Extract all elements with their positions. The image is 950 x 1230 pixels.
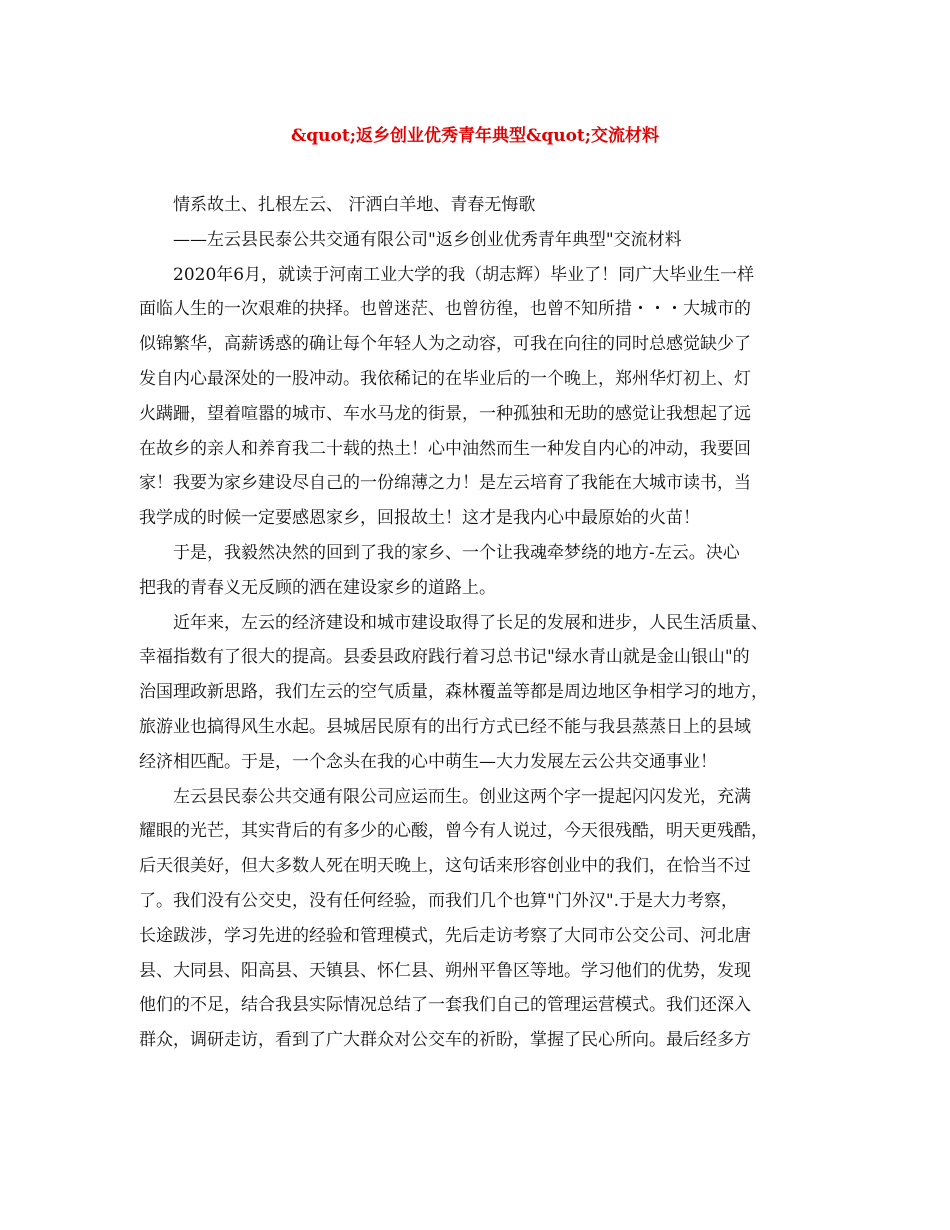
- paragraph-line: 面临人生的一次艰难的抉择。也曾迷茫、也曾彷徨，也曾不知所措・・・大城市的: [139, 299, 751, 320]
- subtitle-line: 情系故土、扎根左云、 汗洒白羊地、青春无悔歌: [173, 195, 536, 215]
- paragraph-line: 火蹒跚，望着喧嚣的城市、车水马龙的街景，一种孤独和无助的感觉让我想起了远: [139, 403, 751, 424]
- paragraph-line: 左云县民泰公共交通有限公司应运而生。创业这两个字一提起闪闪发光，充满: [173, 786, 751, 807]
- paragraph-line: 把我的青春义无反顾的洒在建设家乡的道路上。: [139, 577, 496, 598]
- document-body: [139, 188, 829, 1058]
- paragraph-line: 旅游业也搞得风生水起。县城居民原有的出行方式已经不能与我县蒸蒸日上的县域: [139, 716, 751, 737]
- subtitle-line: ——左云县民泰公共交通有限公司"返乡创业优秀青年典型"交流材料: [173, 229, 682, 250]
- paragraph-line: 耀眼的光芒，其实背后的有多少的心酸，曾今有人说过，今天很残酷，明天更残酷，: [139, 821, 768, 842]
- paragraph-line: 近年来，左云的经济建设和城市建设取得了长足的发展和进步，人民生活质量、: [173, 612, 768, 633]
- paragraph-line: 在故乡的亲人和养育我二十载的热土！心中油然而生一种发自内心的冲动，我要回: [139, 438, 751, 459]
- paragraph-line: 群众，调研走访，看到了广大群众对公交车的祈盼，掌握了民心所向。最后经多方: [139, 1030, 751, 1051]
- paragraph-line: 我学成的时候一定要感恩家乡，回报故土！这才是我内心中最原始的火苗！: [139, 508, 700, 529]
- paragraph-line: 县、大同县、阳高县、天镇县、怀仁县、朔州平鲁区等地。学习他们的优势，发现: [139, 960, 751, 981]
- paragraph-line: 发自内心最深处的一股冲动。我依稀记的在毕业后的一个晚上，郑州华灯初上、灯: [139, 368, 751, 389]
- paragraph-line: 于是，我毅然决然的回到了我的家乡、一个让我魂牵梦绕的地方-左云。决心: [173, 542, 740, 563]
- paragraph-line: 他们的不足，结合我县实际情况总结了一套我们自己的管理运营模式。我们还深入: [139, 995, 751, 1016]
- paragraph-line: 长途跋涉，学习先进的经验和管理模式，先后走访考察了大同市公交公司、河北唐: [139, 925, 751, 946]
- paragraph-line: 似锦繁华，高薪诱惑的确让每个年轻人为之动容，可我在向往的同时总感觉缺少了: [139, 334, 751, 355]
- paragraph-line: 了。我们没有公交史，没有任何经验，而我们几个也算"门外汉".于是大力考察，: [139, 890, 739, 911]
- document-title: &quot;返乡创业优秀青年典型&quot;交流材料: [290, 126, 660, 146]
- paragraph-line: 2020年6月，就读于河南工业大学的我（胡志辉）毕业了！同广大毕业生一样: [173, 264, 755, 285]
- paragraph-line: 家！我要为家乡建设尽自己的一份绵薄之力！是左云培育了我能在大城市读书，当: [139, 473, 751, 494]
- paragraph-line: 经济相匹配。于是，一个念头在我的心中萌生—大力发展左云公共交通事业！: [139, 751, 717, 772]
- paragraph-line: 治国理政新思路，我们左云的空气质量，森林覆盖等都是周边地区争相学习的地方，: [139, 682, 768, 703]
- paragraph-line: 幸福指数有了很大的提高。县委县政府践行着习总书记"绿水青山就是金山银山"的: [139, 647, 750, 668]
- paragraph-line: 后天很美好，但大多数人死在明天晚上，这句话来形容创业中的我们，在恰当不过: [139, 856, 751, 877]
